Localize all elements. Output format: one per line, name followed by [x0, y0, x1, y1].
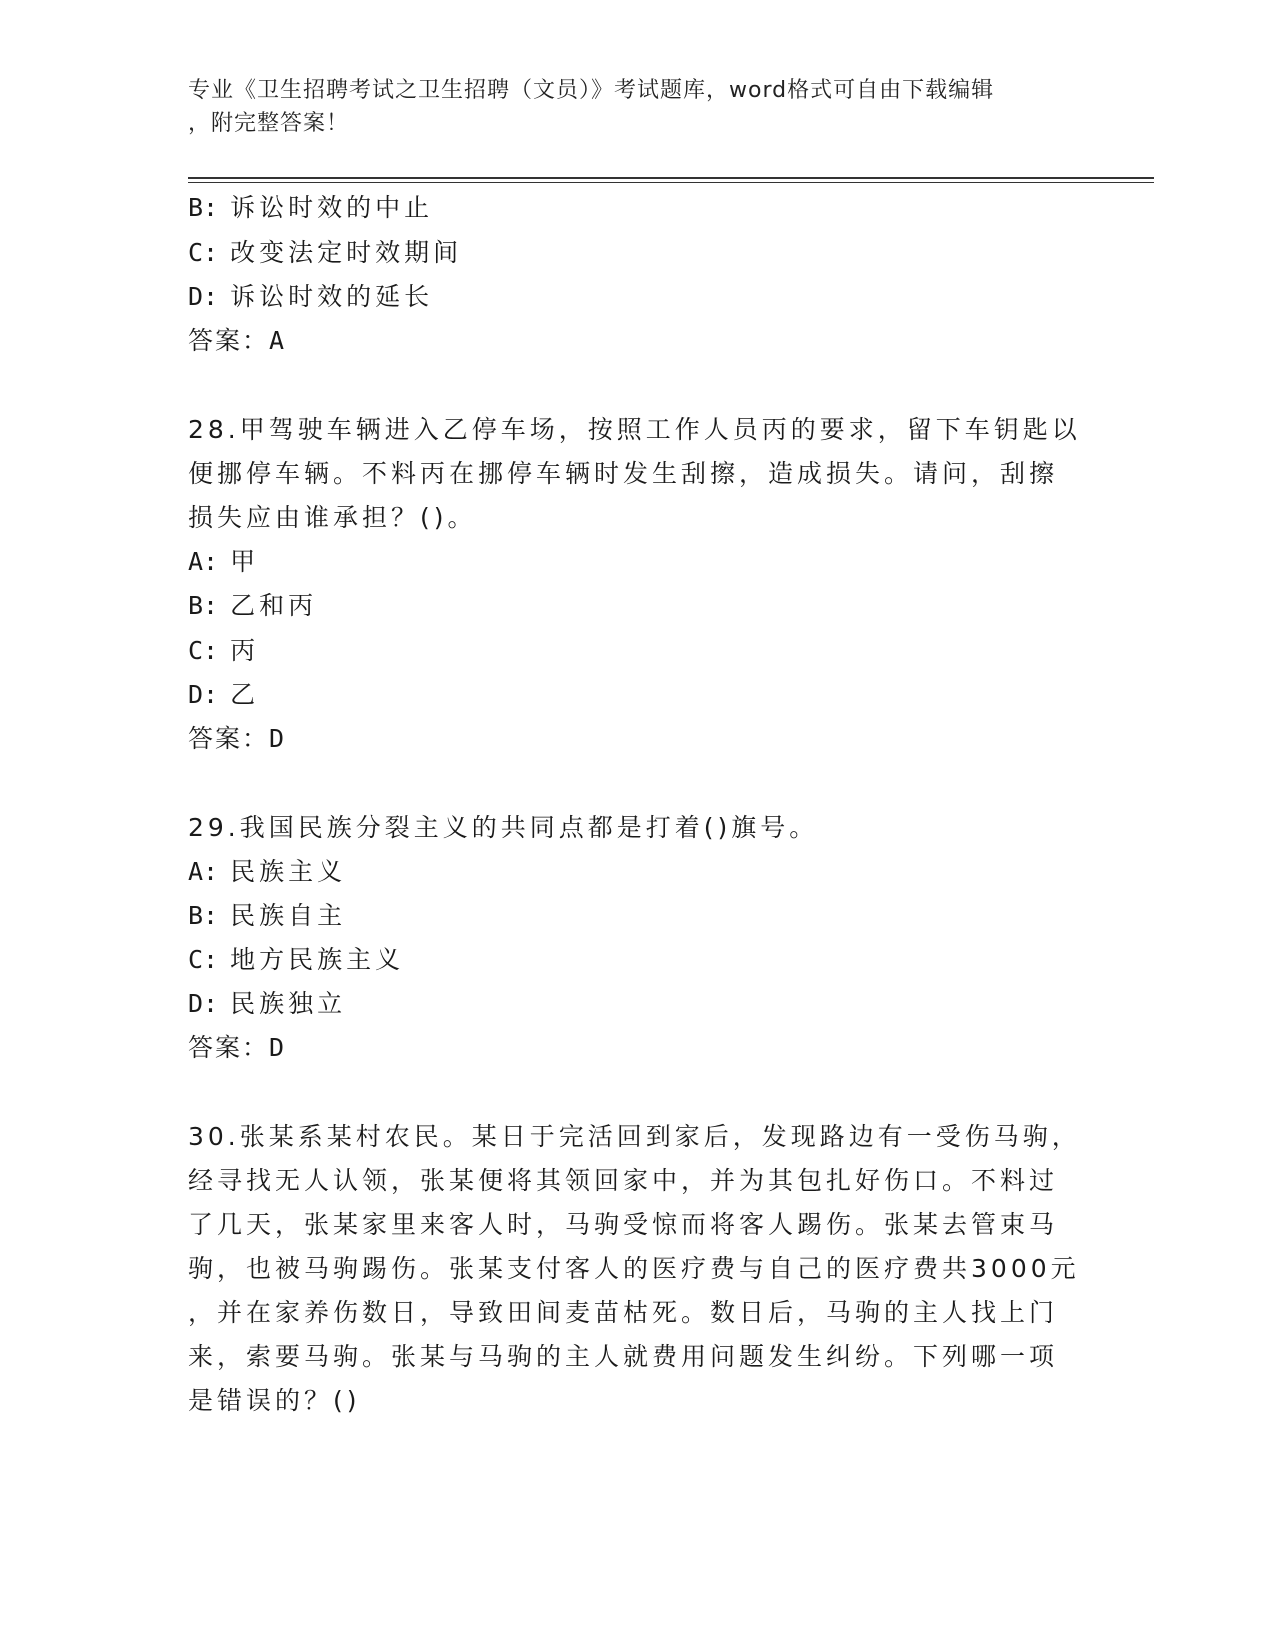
q28-stem-line-1: 28.甲驾驶车辆进入乙停车场，按照工作人员丙的要求，留下车钥匙以: [188, 415, 1081, 444]
option-text: 地方民族主义: [230, 945, 405, 974]
q29-answer: 答案：D: [188, 1033, 287, 1062]
header-divider-thick: [188, 177, 1154, 179]
q30-stem-line-2: 经寻找无人认领，张某便将其领回家中，并为其包扎好伤口。不料过: [188, 1166, 1059, 1195]
q30-stem-line-7: 是错误的？(): [188, 1386, 361, 1415]
q29-option-c: [188, 943, 404, 977]
option-letter: A:: [188, 547, 219, 576]
option-text: 乙和丙: [230, 591, 318, 620]
option-letter: B:: [188, 193, 219, 222]
q29-option-a: [188, 855, 346, 889]
option-text: 乙: [230, 680, 260, 709]
option-letter: D:: [188, 989, 219, 1018]
q29-option-b: [188, 899, 346, 933]
header-divider-thin: [188, 182, 1154, 183]
option-text: 民族自主: [230, 901, 347, 930]
option-letter: D:: [188, 680, 219, 709]
header-line-1: 专业《卫生招聘考试之卫生招聘（文员）》考试题库，word格式可自由下载编辑: [188, 78, 995, 103]
q27-answer: 答案：A: [188, 326, 287, 355]
q28-option-b: [188, 589, 317, 623]
q28-stem-line-2: 便挪停车辆。不料丙在挪停车辆时发生刮擦，造成损失。请问，刮擦: [188, 459, 1059, 488]
option-letter: C:: [188, 636, 219, 665]
q28-stem-line-3: 损失应由谁承担？()。: [188, 503, 477, 532]
q27-option-c: [188, 236, 462, 270]
q28-answer: 答案：D: [188, 724, 287, 753]
q27-option-b: [188, 191, 433, 225]
option-text: 诉讼时效的中止: [230, 193, 434, 222]
q30-stem-line-6: 来，索要马驹。张某与马驹的主人就费用问题发生纠纷。下列哪一项: [188, 1342, 1059, 1371]
option-text: 民族主义: [230, 857, 347, 886]
q27-option-d: [188, 280, 433, 314]
header-line-2: ，附完整答案！: [188, 111, 350, 136]
document-header: [188, 74, 1088, 140]
q28-option-d: [188, 678, 259, 712]
q30-stem-line-5: ，并在家养伤数日，导致田间麦苗枯死。数日后，马驹的主人找上门: [188, 1298, 1059, 1327]
q29-option-d: [188, 987, 346, 1021]
q30-stem-line-1: 30.张某系某村农民。某日于完活回到家后，发现路边有一受伤马驹，: [188, 1122, 1081, 1151]
q28-option-a: [188, 545, 259, 579]
option-text: 甲: [230, 547, 260, 576]
q30-stem-line-4: 驹，也被马驹踢伤。张某支付客人的医疗费与自己的医疗费共3000元: [188, 1254, 1080, 1283]
option-letter: D:: [188, 282, 219, 311]
q29-stem-line-1: 29.我国民族分裂主义的共同点都是打着()旗号。: [188, 813, 819, 842]
option-letter: A:: [188, 857, 219, 886]
q28-option-c: [188, 634, 259, 668]
q30-stem-line-3: 了几天，张某家里来客人时，马驹受惊而将客人踢伤。张某去管束马: [188, 1210, 1059, 1239]
option-text: 改变法定时效期间: [230, 238, 463, 267]
option-letter: C:: [188, 945, 219, 974]
option-letter: B:: [188, 591, 219, 620]
option-text: 诉讼时效的延长: [230, 282, 434, 311]
option-letter: B:: [188, 901, 219, 930]
option-text: 丙: [230, 636, 260, 665]
option-text: 民族独立: [230, 989, 347, 1018]
option-letter: C:: [188, 238, 219, 267]
